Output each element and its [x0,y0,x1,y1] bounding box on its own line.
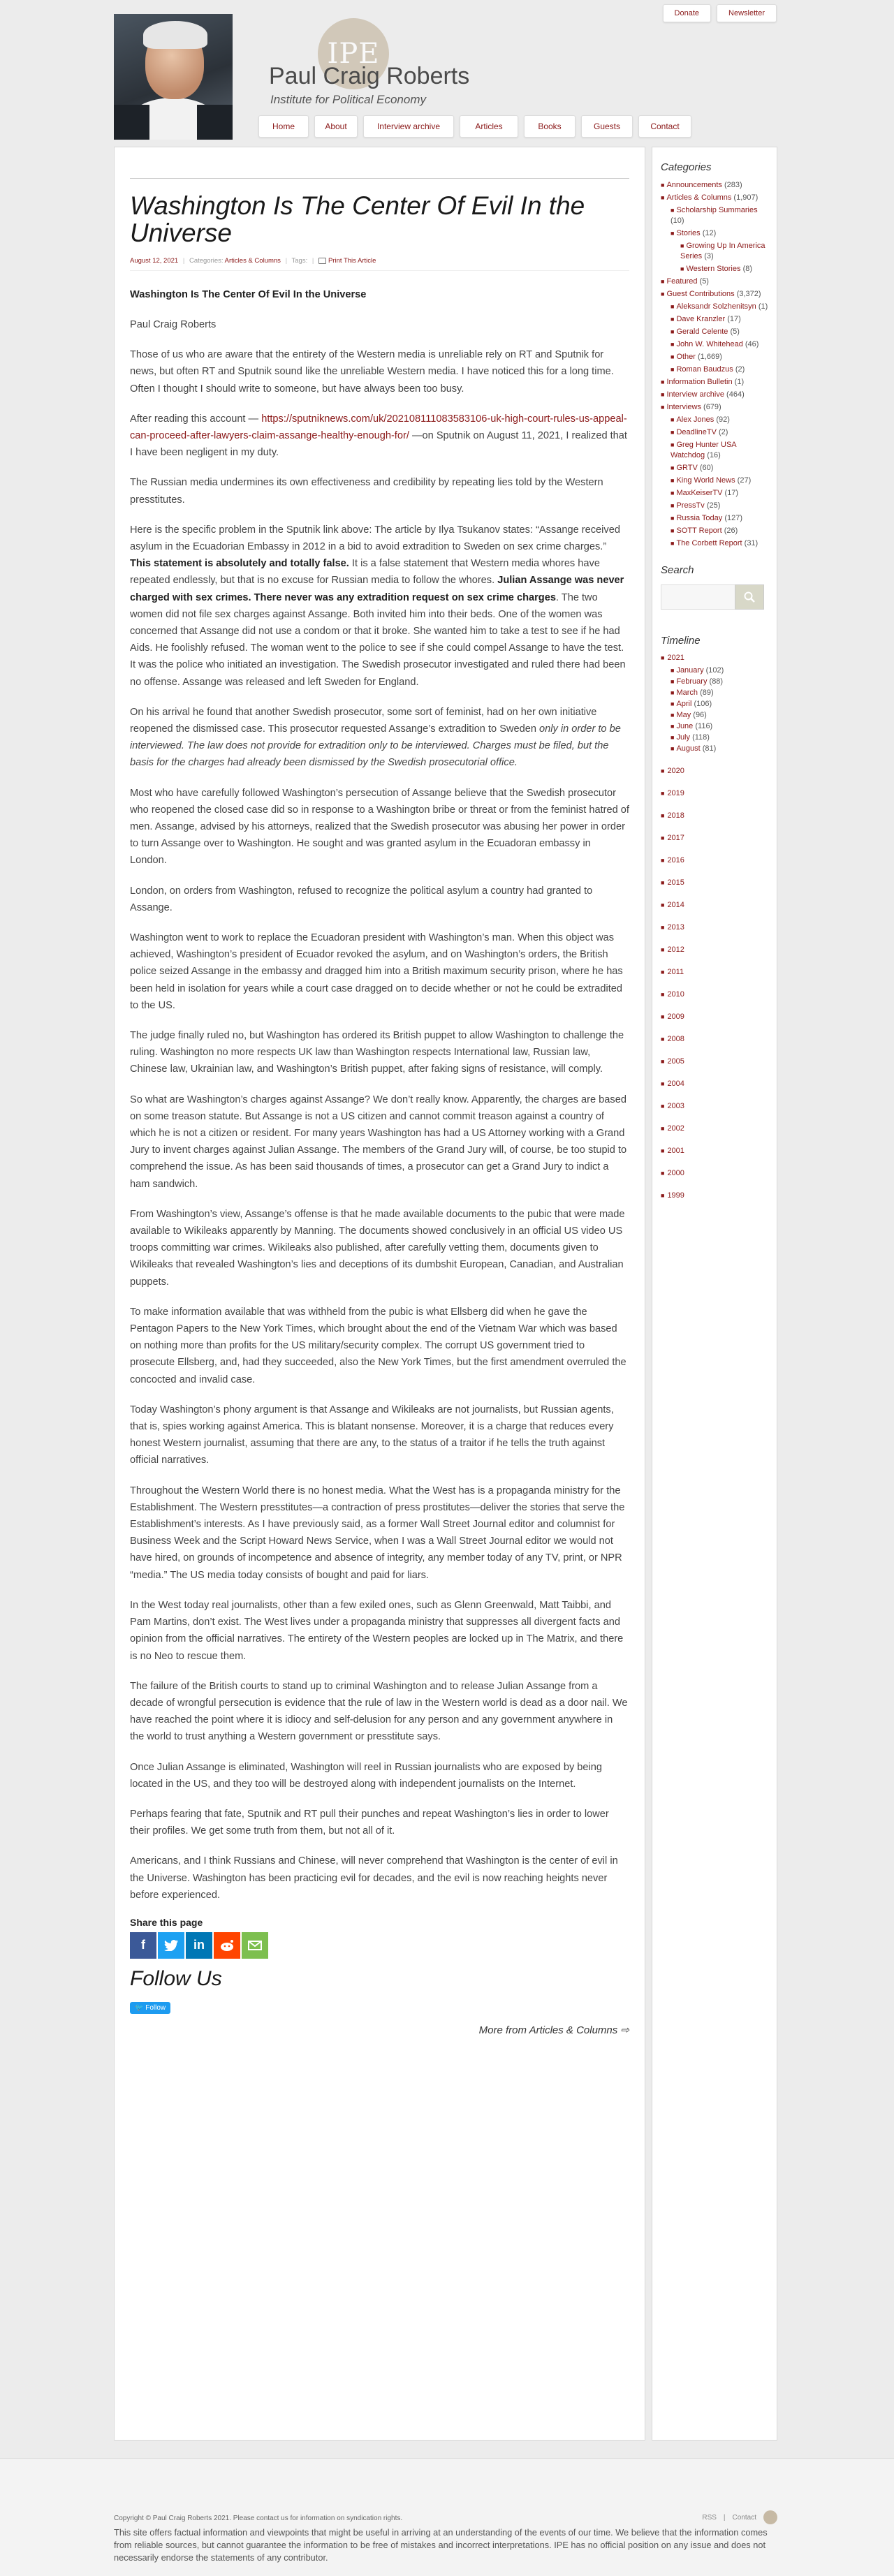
category-item[interactable]: ■ Other (1,669) [670,353,722,361]
nav-home[interactable]: Home [258,115,309,138]
timeline-year[interactable]: ■ 2009 [661,1013,684,1021]
donate-button[interactable]: Donate [663,4,711,22]
categories-title: Categories [661,161,712,173]
category-item[interactable]: ■ Announcements (283) [661,181,742,189]
category-item[interactable]: ■ SOTT Report (26) [670,527,738,535]
category-item[interactable]: ■ Interview archive (464) [661,390,745,399]
timeline-month[interactable]: ■ June (116) [670,722,713,730]
copyright: Copyright © Paul Craig Roberts 2021. Please contact us for information on syndication rights. [114,2515,403,2522]
post-meta: August 12, 2021 | Categories: Articles & Columns | Tags: | Print This Article [130,257,629,271]
article-body [130,286,629,1904]
timeline-year[interactable]: ■ 2011 [661,968,684,976]
paragraph: After reading this account — https://sputniknews.com/uk/202108111083583106-uk-high-court-rules-us-appeal-can-proceed-after-lawyers-claim-assange-healthy-enough-for/ —on Sputnik on August 11, 2021, I realized that I have been negligent in my duty. [130,413,627,459]
paragraph: Most who have carefully followed Washington’s persecution of Assange believe that the Swedish prosecutor who reopened the closed case did so in response to a Washington bribe or threat or from the feminist hatred of men. Assange, advised by his attorneys, realized that the Swedish prosecutor was abusing her power in order to turn Assange over to Washington. He sought and was granted asylum in the Ecuadoran embassy in London. [130,787,629,867]
timeline-year[interactable]: ■ 2012 [661,945,684,954]
category-item[interactable]: ■ Interviews (679) [661,403,721,411]
article-author: Paul Craig Roberts [130,318,217,330]
site-footer [0,2458,894,2576]
main-content [114,147,645,2441]
timeline-year[interactable]: ■ 2016 [661,856,684,864]
category-item[interactable]: ■ Featured (5) [661,277,709,286]
print-icon[interactable] [318,258,326,264]
timeline-year[interactable]: ■ 2018 [661,811,684,820]
category-item[interactable]: ■ DeadlineTV (2) [670,428,728,436]
category-item[interactable]: ■ MaxKeiserTV (17) [670,489,739,497]
paragraph: Washington went to work to replace the Ecuadoran president with Washington’s man. When this object was achieved, Washington’s president of Ecuador revoked the asylum, and on Washington’s orders, the British police seized Assange in the embassy and dragged him into a British maximum security prison, where he has been held in isolation for years while a court case dragged on to decide whether or not he could be extradited to the US. [130,932,623,1011]
nav-guests[interactable]: Guests [581,115,633,138]
timeline-year-current[interactable]: ■ 2021 ■ January (102) ■ February (88) ■ March (89) ■ April (106) ■ May (96) ■ June (116) ■ July (118) ■ August (81) [661,654,768,753]
timeline-month[interactable]: ■ July (118) [670,733,710,742]
search-title: Search [661,564,694,576]
timeline-month[interactable]: ■ May (96) [670,711,707,719]
category-item[interactable]: ■ Dave Kranzler (17) [670,315,741,323]
ipe-logo[interactable]: IPE [318,18,389,89]
timeline-months [670,666,768,753]
timeline-month[interactable]: ■ February (88) [670,677,724,686]
categories-label: Categories: [189,256,224,265]
newsletter-button[interactable]: Newsletter [717,4,777,22]
facebook-share-icon[interactable]: f [130,1932,156,1959]
timeline-year[interactable]: ■ 2002 [661,1124,684,1133]
timeline-years [661,767,768,1200]
category-item[interactable]: ■ Gerald Celente (5) [670,327,740,336]
search-icon [744,591,755,603]
categories-list [661,180,768,549]
paragraph: The failure of the British courts to stand up to criminal Washington and to release Julian Assange from a decade of wrongful persecution is evidence that the rule of law in the Western world is dead as a door nail. We have reached the point where it is idiocy and self-delusion for any person and any government anywhere in the world to trust anything a Western government or presstitute says. [130,1680,628,1743]
category-item[interactable]: ■ PressTv (25) [670,501,721,510]
timeline-year[interactable]: ■ 2014 [661,901,684,909]
linkedin-share-icon[interactable]: in [186,1932,212,1959]
timeline-year[interactable]: ■ 2001 [661,1147,684,1155]
category-item[interactable]: ■ Guest Contributions (3,372) [661,290,761,298]
category-item[interactable]: ■ The Corbett Report (31) [670,539,759,547]
category-item[interactable]: ■ Greg Hunter USA Watchdog (16) [670,441,737,459]
author-portrait [114,14,233,140]
timeline-month[interactable]: ■ March (89) [670,689,714,697]
contact-link[interactable]: Contact [732,2513,756,2522]
category-item[interactable]: ■ John W. Whitehead (46) [670,340,759,348]
paragraph: Here is the specific problem in the Sputnik link above: The article by Ilya Tsukanov states: “Assange received asylum in the Ecuadorian Embassy in 2012 in a bid to avoid extradition to Sweden on sex crime charges.” This statement is absolutely and totally false. It is a false statement that Western media whores have repeated endlessly, but that is no excuse for Russian media to follow the whores. Julian Assange was never charged with sex crimes. There never was any extradition request on sex crime charges. The two women did not file sex charges against Assange. Both invited him into their beds. One of the women was concerned that Assange did not use a condom or that it broke. She wanted him to take a test to see if he had Aids. He foolishly refused. The woman went to the police to see if she could compel Assange to have the test. It was the police who initiated an investigation. The Swedish prosecutor investigated and ruled there had been no offense. Assange was released and left Sweden for England. [130,524,626,688]
twitter-share-icon[interactable] [158,1932,184,1959]
site-header [0,0,894,147]
post-date[interactable]: August 12, 2021 [130,256,179,265]
category-item[interactable]: ■ Russia Today (127) [670,514,743,522]
category-item[interactable]: ■ Roman Baudzus (2) [670,365,745,374]
twitter-follow-button[interactable]: 🐦 Follow [130,2002,170,2014]
site-title[interactable]: Paul Craig Roberts [269,63,470,89]
email-share-icon[interactable] [242,1932,268,1959]
disclaimer: This site offers factual information and viewpoints that might be useful in arriving at an understanding of the events of our time. We believe that the information comes from reliable sources, but cannot guarantee the information to be free of mistakes and incorrect interpretations. IPE has no official position on any issue and does not necessarily endorse the statements of any contributor. [114,2527,768,2563]
category-item[interactable]: ■ Articles & Columns (1,907) [661,193,759,202]
search-input[interactable] [661,584,735,610]
paragraph: The Russian media undermines its own effectiveness and credibility by repeating lies told by the Western presstitutes. [130,477,603,506]
article-lead: Washington Is The Center Of Evil In the Universe [130,288,367,300]
timeline-month[interactable]: ■ August (81) [670,744,717,753]
paragraph: So what are Washington’s charges against Assange? We don’t really know. Apparently, the charges are based on some treason statute. But Assange is not a US citizen and cannot commit treason against a country of which he is not a citizen or resident. For many years Washington has had a US Attorney working with a Grand Jury to invent charges against Julian Assange. The members of the Grand Jury will, of course, be too stupid to comprehend the issue. As has been said thousands of times, a prosecutor can get a Grand Jury to indict a ham sandwich. [130,1094,627,1190]
sputnik-link[interactable]: https://sputniknews.com/uk/202108111083583106-uk-high-court-rules-us-appeal-can-proceed-after-lawyers-claim-assange-healthy-enough-for/ [130,413,627,441]
nav-contact[interactable]: Contact [638,115,691,138]
timeline-year[interactable]: ■ 2015 [661,878,684,887]
nav-about[interactable]: About [314,115,358,138]
search-form [661,584,768,610]
timeline-title: Timeline [661,635,701,647]
timeline-year[interactable]: ■ 2000 [661,1169,684,1177]
nav-articles[interactable]: Articles [460,115,518,138]
timeline-month[interactable]: ■ April (106) [670,700,712,708]
more-from-link[interactable]: More from Articles & Columns ⇨ [478,2024,629,2036]
paragraph: Perhaps fearing that fate, Sputnik and RT pull their punches and repeat Washington’s lies in order to lower their profiles. We get some truth from them, but not all of it. [130,1808,609,1837]
sidebar [652,147,777,2441]
timeline-year[interactable]: ■ 2005 [661,1057,684,1066]
follow-title: Follow Us [130,1966,222,1990]
tags-label: Tags: [291,256,308,265]
post-category-link[interactable]: Articles & Columns [224,256,281,265]
footer-links: RSS | Contact [702,2510,777,2524]
paragraph: Americans, and I think Russians and Chinese, will never comprehend that Washington is the center of evil in the Universe. Washington has been practicing evil for decades, and the evil is now reaching heights never before experienced. [130,1855,618,1901]
search-button[interactable] [735,584,764,610]
timeline-month[interactable]: ■ January (102) [670,666,724,675]
timeline-year[interactable]: ■ 2019 [661,789,684,797]
timeline-year[interactable]: ■ 2013 [661,923,684,932]
category-item[interactable]: ■ GRTV (60) [670,464,714,472]
nav-interview-archive[interactable]: Interview archive [363,115,454,138]
paragraph: To make information available that was withheld from the pubic is what Ellsberg did when he gave the Pentagon Papers to the New York Times, which brought about the end of the Vietnam War which was based on nothing more than profits for the US military/security complex. The corrupt US government tried to prosecute Ellsberg, and, had they succeeded, also the New York Times, but the first amendment overruled the concocted and invalid case. [130,1306,626,1385]
category-item[interactable]: ■ Stories (12) [670,229,717,237]
paragraph: Today Washington’s phony argument is that Assange and Wikileaks are not journalists, but Russian agents, that is, spies working against America. This is blatant nonsense. Moreover, it is a charge that reduces every honest Western journalist, assuming that there are any, to the status of a traitor if he tells the truth against official narratives. [130,1404,614,1466]
timeline-year[interactable]: ■ 2003 [661,1102,684,1110]
paragraph: London, on orders from Washington, refused to recognize the political asylum a country had granted to Assange. [130,885,593,913]
rss-link[interactable]: RSS [702,2513,717,2522]
share-title: Share this page [130,1916,203,1928]
paragraph: Those of us who are aware that the entirety of the Western media is unreliable rely on RT and Sputnik for news, but often RT and Sputnik sound like the unreliable Western media. I have noticed this for a long time. Often I thought I should write to someone, but have always been too busy. [130,349,614,395]
nav-books[interactable]: Books [524,115,576,138]
share-buttons [130,1932,629,1959]
category-item[interactable]: ■ Western Stories (8) [680,265,753,273]
paragraph: In the West today real journalists, other than a few exiled ones, such as Glenn Greenwald, Matt Taibbi, and Pam Martins, don’t exist. The West lives under a propaganda ministry that suppresses all divergent facts and opinion from the official narratives. The entirety of the Western peoples are locked up in The Matrix, and there is no Neo to rescue them. [130,1599,624,1662]
timeline-year[interactable]: ■ 2004 [661,1080,684,1088]
reddit-share-icon[interactable] [214,1932,240,1959]
main-nav [258,115,691,138]
category-item[interactable]: ■ Growing Up In America Series (3) [680,242,765,260]
category-item[interactable]: ■ Information Bulletin (1) [661,378,745,386]
paragraph: Throughout the Western World there is no honest media. What the West has is a propaganda ministry for the Establishment. The Western presstitutes—a contraction of press prostitutes—deliver the stories that serve the Establishment’s interests. As I have previously said, as a former Wall Street Journal editor and columnist for Business Week and the Script Howard News Service, when I was a Wall Street Journal editor we would not have hired, on grounds of incompetence and absence of integrity, any member today of any TV, print, or NPR “media.” The US media today consists of bought and paid for liars. [130,1485,625,1581]
print-link[interactable]: Print This Article [328,256,376,265]
paragraph: From Washington’s view, Assange’s offense is that he made available documents to the pubic that were made available to Wikileaks apparently by Manning. The documents showed conclusively in an official US video US troops committing war crimes. Wikileaks also published, after carefully vetting them, documents given to Wikileaks that revealed Washington’s lies and deceptions of its dumbshit European, Canadian, and Australian puppets. [130,1208,625,1288]
category-item[interactable]: ■ Scholarship Summaries (10) [670,206,758,225]
paragraph: The judge finally ruled no, but Washington has ordered its British puppet to allow Washington to challenge the ruling. Washington no more respects UK law than Washington respects International law, Russian law, Chinese law, Ukrainian law, and Washington’s British puppet, after faking signs of resistance, will comply. [130,1030,624,1075]
category-item[interactable]: ■ Aleksandr Solzhenitsyn (1) [670,302,768,311]
category-item[interactable]: ■ King World News (27) [670,476,752,485]
timeline-year[interactable]: ■ 2020 [661,767,684,775]
timeline-year[interactable]: ■ 2017 [661,834,684,842]
category-item[interactable]: ■ Alex Jones (92) [670,415,730,424]
site-subtitle: Institute for Political Economy [270,93,426,106]
timeline-year[interactable]: ■ 1999 [661,1191,684,1200]
paragraph: Once Julian Assange is eliminated, Washington will reel in Russian journalists who are exposed by being located in the US, and they too will be destroyed along with independent journalists on the Internet. [130,1761,603,1790]
timeline-year[interactable]: ■ 2010 [661,990,684,999]
post-title[interactable]: Washington Is The Center Of Evil In the Universe [130,191,585,247]
paragraph: On his arrival he found that another Swedish prosecutor, some sort of feminist, had on her own initiative reopened the dismissed case. This prosecutor requested Assange’s extradition to Sweden only in order to be interviewed. The law does not provide for extradition only to be interviewed. Charges must be filed, but the basis for the charges had already been dismissed by the Swedish prosecutorial office. [130,706,621,769]
timeline-year[interactable]: ■ 2008 [661,1035,684,1043]
top-buttons [663,4,777,22]
footer-logo-icon [763,2510,777,2524]
